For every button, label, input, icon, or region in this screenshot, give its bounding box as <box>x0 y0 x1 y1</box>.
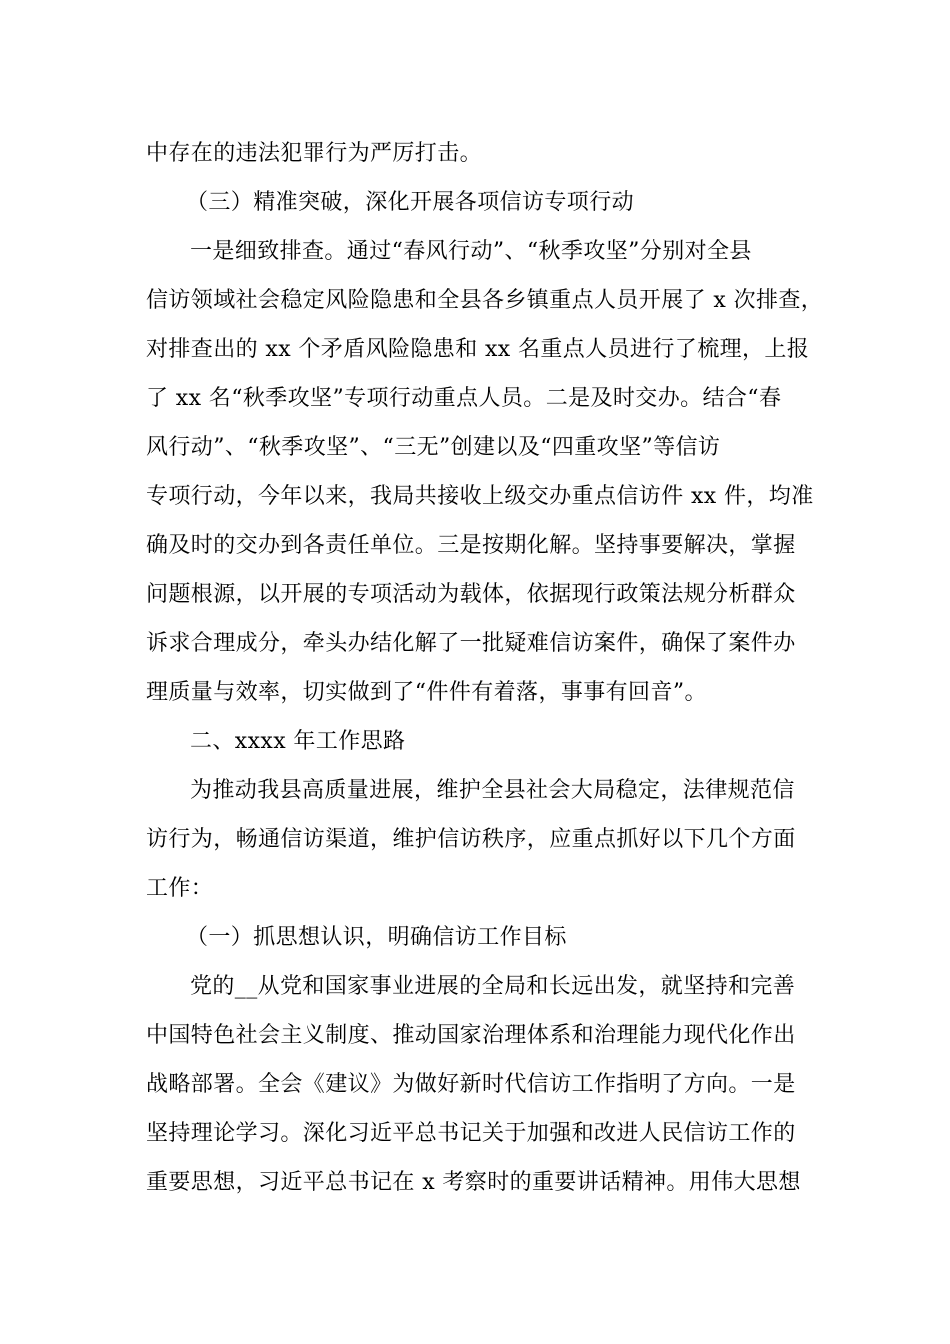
text-line: 了 xx 名“秋季攻坚”专项行动重点人员。二是及时交办。结合“春 <box>146 386 782 411</box>
section-heading: （三）精准突破，深化开展各项信访专项行动 <box>186 190 635 215</box>
text-line: 对排查出的 xx 个矛盾风险隐患和 xx 名重点人员进行了梳理，上报 <box>146 337 810 362</box>
document-body <box>146 129 824 1207</box>
text-line: 重要思想，习近平总书记在 x 考察时的重要讲话精神。用伟大思想 <box>146 1170 801 1195</box>
text-line: 中存在的违法犯罪行为严厉打击。 <box>146 141 483 166</box>
text-line: 风行动”、“秋季攻坚”、“三无”创建以及“四重攻坚”等信访 <box>146 435 721 460</box>
text-line: 信访领域社会稳定风险隐患和全县各乡镇重点人员开展了 x 次排查， <box>146 288 824 313</box>
text-line: 坚持理论学习。深化习近平总书记关于加强和改进人民信访工作的 <box>146 1121 796 1146</box>
section-heading: 二、xxxx 年工作思路 <box>190 729 406 754</box>
section-heading: （一）抓思想认识，明确信访工作目标 <box>186 925 567 950</box>
text-line: 确及时的交办到各责任单位。三是按期化解。坚持事要解决，掌握 <box>146 533 796 558</box>
text-line: 专项行动，今年以来，我局共接收上级交办重点信访件 xx 件，均准 <box>146 484 814 509</box>
text-line: 访行为，畅通信访渠道，维护信访秩序，应重点抓好以下几个方面 <box>146 827 796 852</box>
text-line: 中国特色社会主义制度、推动国家治理体系和治理能力现代化作出 <box>146 1023 796 1048</box>
text-line: 一是细致排查。通过“春风行动”、“秋季攻坚”分别对全县 <box>190 239 752 264</box>
text-line: 党的__从党和国家事业进展的全局和长远出发，就坚持和完善 <box>190 974 796 999</box>
text-line: 诉求合理成分，牵头办结化解了一批疑难信访案件，确保了案件办 <box>146 631 796 656</box>
text-line: 理质量与效率，切实做到了“件件有着落，事事有回音”。 <box>146 680 707 705</box>
text-line: 问题根源，以开展的专项活动为载体，依据现行政策法规分析群众 <box>146 582 796 607</box>
text-line: 为推动我县高质量进展，维护全县社会大局稳定，法律规范信 <box>190 778 795 803</box>
text-line: 工作： <box>146 876 214 901</box>
text-line: 战略部署。全会《建议》为做好新时代信访工作指明了方向。一是 <box>146 1072 796 1097</box>
